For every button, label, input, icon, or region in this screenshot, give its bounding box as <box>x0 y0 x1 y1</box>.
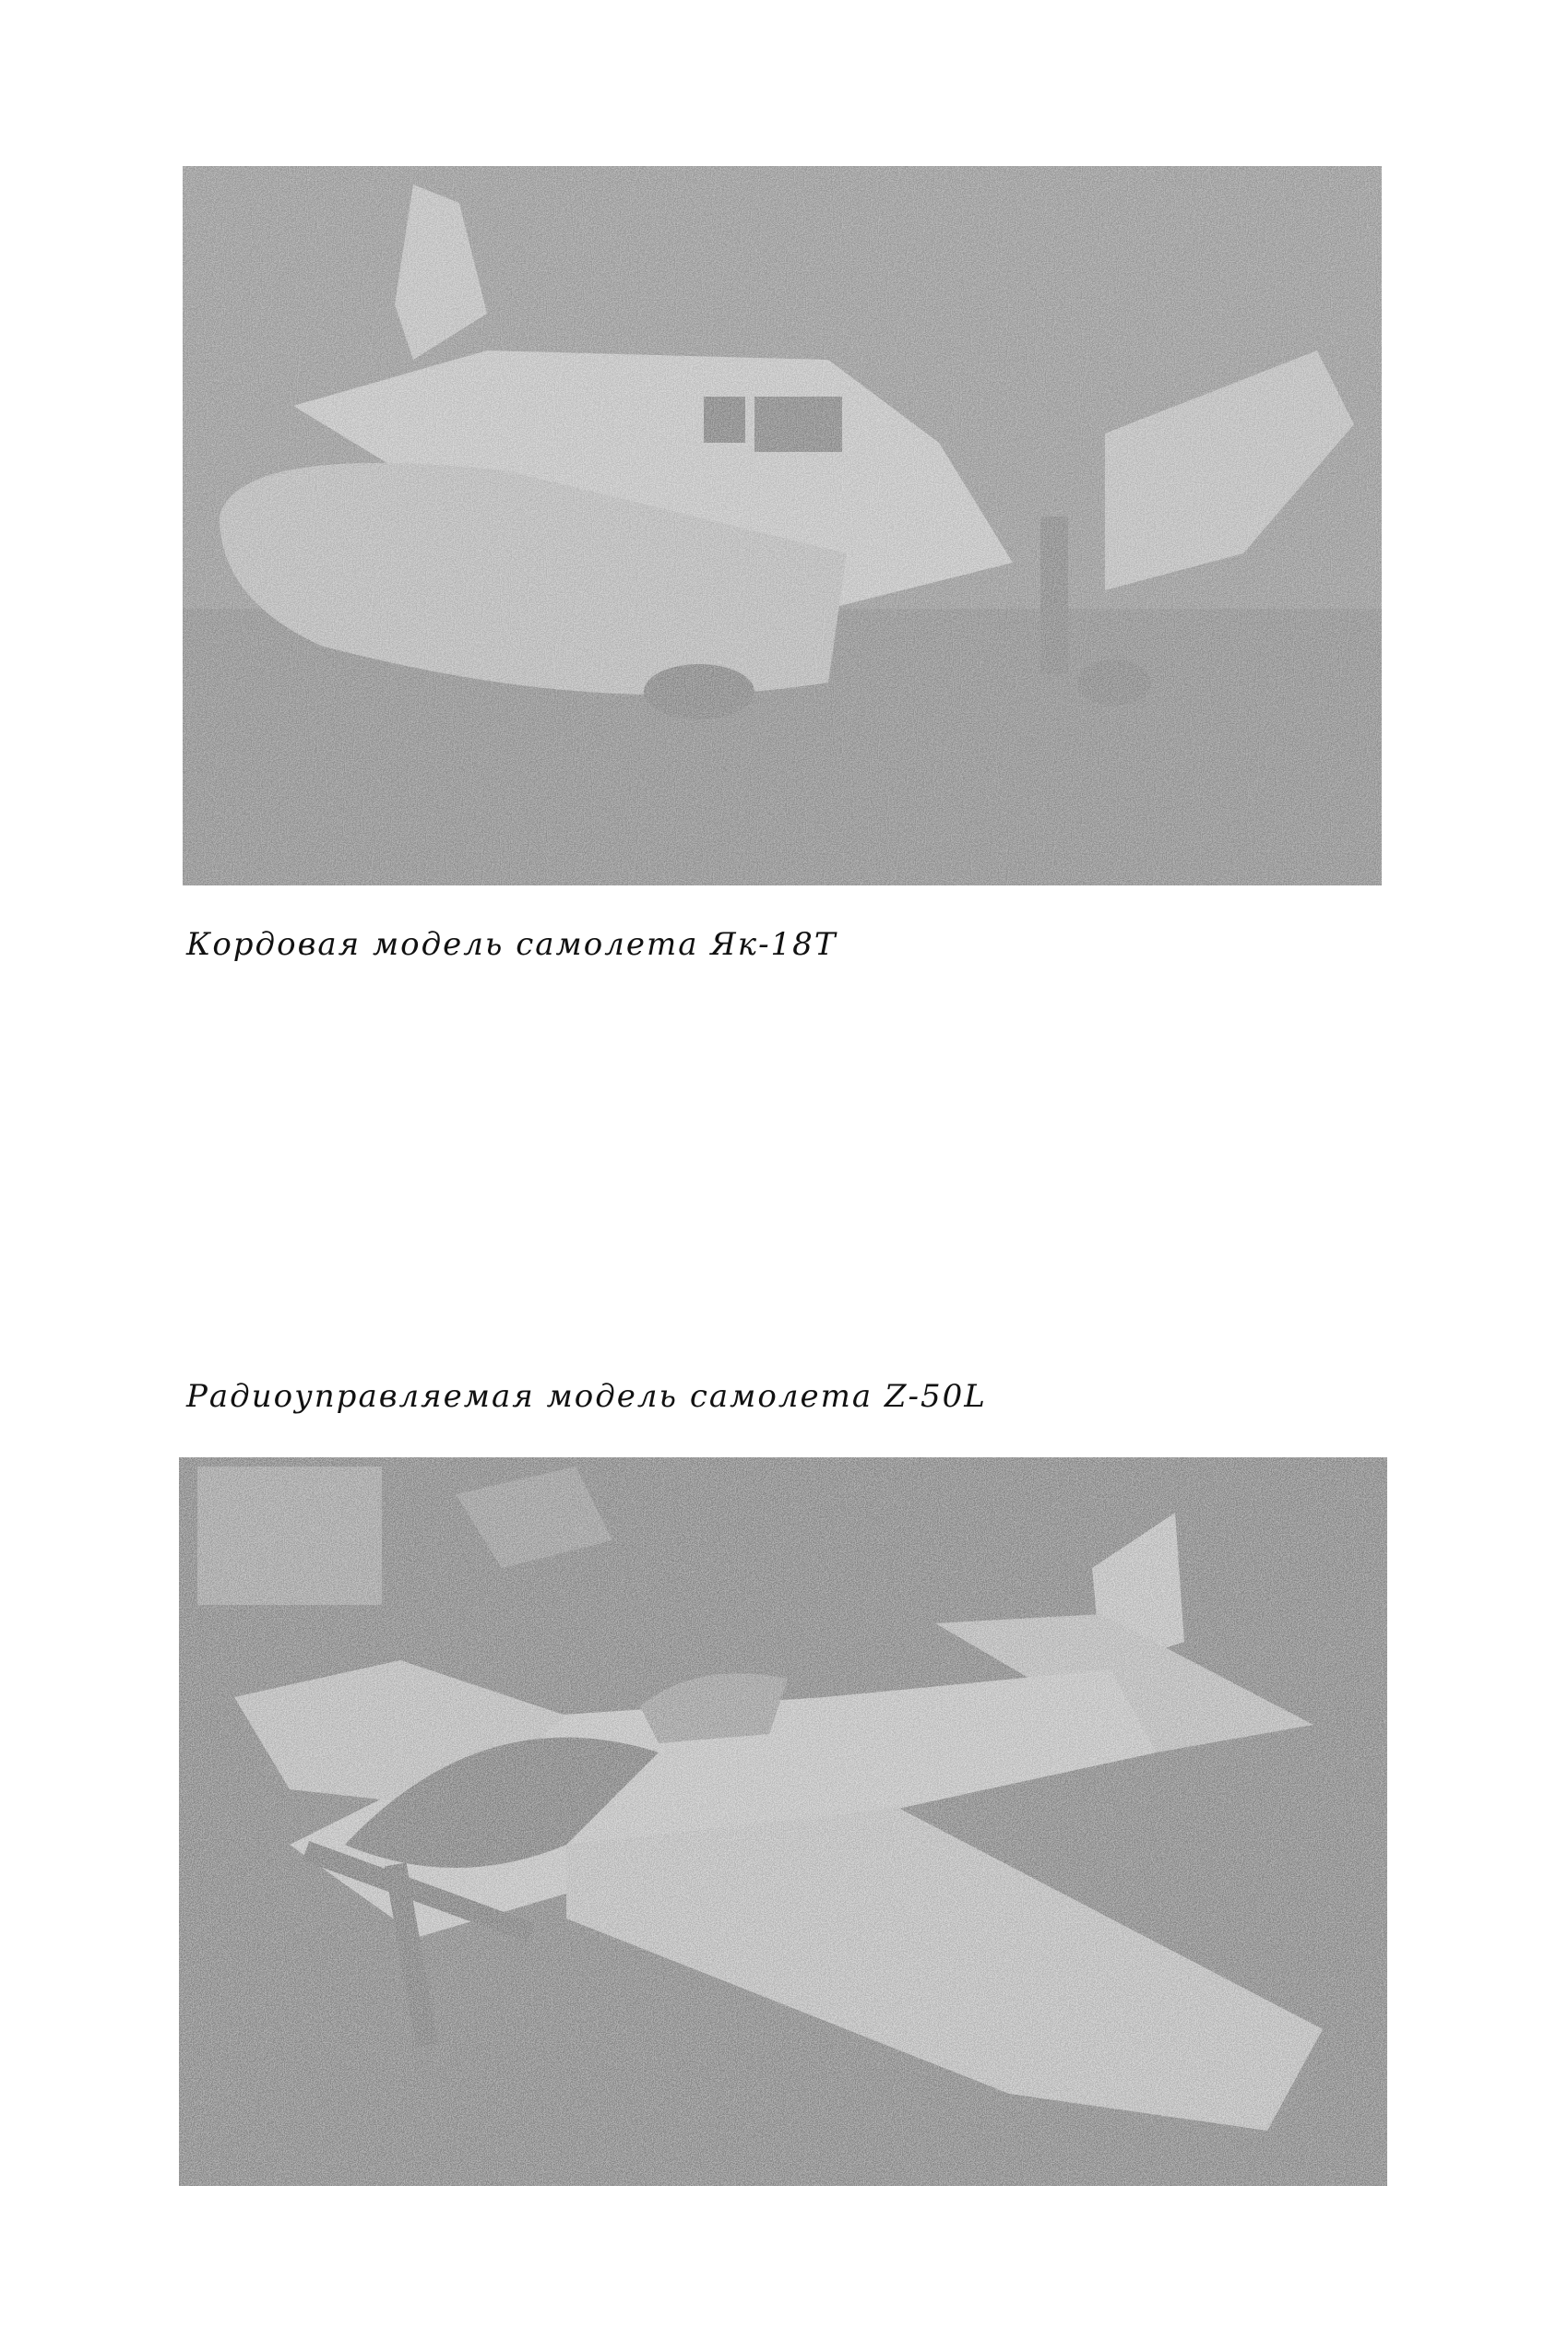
figure-2-caption: Радиоуправляемая модель самолета Z-50L <box>186 1378 987 1415</box>
figure-2-photo <box>179 1457 1387 2186</box>
figure-1-caption: Кордовая модель самолета Як-18Т <box>186 926 837 963</box>
aircraft-photo-icon <box>179 1457 1387 2186</box>
aircraft-photo-icon <box>183 166 1382 885</box>
figure-1-photo <box>183 166 1382 885</box>
